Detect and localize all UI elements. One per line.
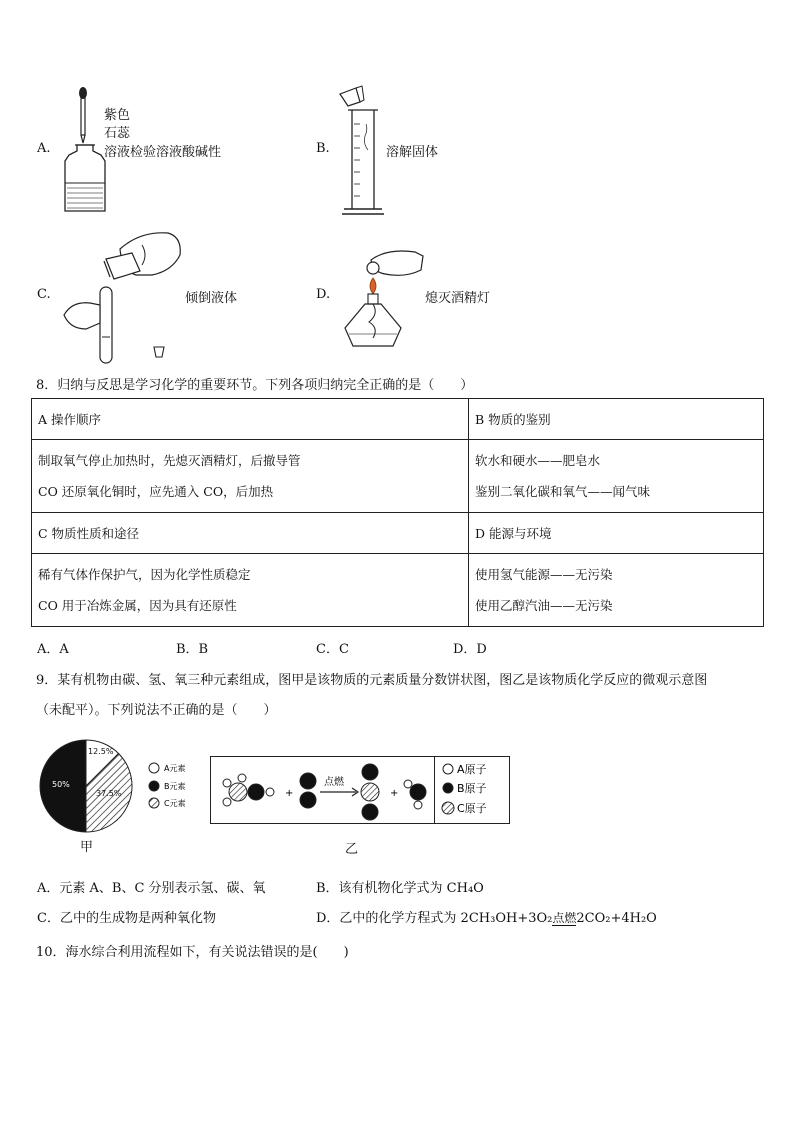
pie-figure [38,736,198,836]
oxygen-molecule [300,773,316,808]
pie-label-37-5: 37.5% [96,789,122,798]
cell-c-content [32,554,469,627]
pie-label-12-5: 12.5% [88,747,114,756]
cell-d-head: D 能源与环境 [469,513,764,554]
atom-legend-a-marker [443,764,453,774]
option-c-label: 倾倒液体 [185,291,238,306]
plus-sign-2: + [390,788,399,799]
cell-b-content [469,440,764,513]
cell-a-head: A 操作顺序 [32,399,469,440]
cell-d-line1: 使用氢气能源——无污染 [475,567,613,582]
water-molecule [404,780,426,809]
question-9-stem-line2: （未配平）。下列说法不正确的是（ ） [36,703,277,718]
methanol-molecule [223,774,274,806]
cell-a-line1: 制取氧气停止加热时，先熄灭酒精灯，后撤导管 [38,453,301,468]
question-8-option-d: D．D [453,642,487,657]
element-mass-pie-chart [38,736,198,836]
atom-legend-b-text: B原子 [457,782,487,795]
question-9-option-a: A．元素 A、B、C 分别表示氢、碳、氧 [37,881,266,896]
pie-label-50: 50% [52,780,70,789]
option-a-label: 溶液检验溶液酸碱性 [104,145,222,160]
option-a-reagent-line2: 石蕊 [104,126,131,141]
legend-a-marker [149,763,159,773]
atom-legend-c-marker [442,802,454,814]
question-8-option-a: A．A [37,642,69,657]
reaction-caption: 乙 [345,842,359,857]
atom-legend-b-marker [443,783,453,793]
option-c-letter: C. [37,287,51,302]
question-10-stem: 10．海水综合利用流程如下，有关说法错误的是( ) [36,945,349,960]
option-c-figure [60,225,190,365]
question-8-table [31,398,764,627]
cell-d-content [469,554,764,627]
pouring-liquid-illustration [60,225,190,365]
option-b-letter: B. [316,141,330,156]
question-8-option-b: B．B [176,642,209,657]
cell-a-line2: CO 还原氧化铜时，应先通入 CO，后加热 [38,484,274,499]
option-d-equation-condition: 点燃 [552,911,577,925]
reaction-micro-diagram [210,756,510,824]
legend-a-text: A元素 [164,764,186,773]
cell-c-head: C 物质性质和途径 [32,513,469,554]
question-8-option-c: C．C [316,642,349,657]
alcohol-lamp-illustration [335,248,425,353]
option-d-figure [335,248,425,353]
carbon-dioxide-molecule [361,764,379,820]
question-9-option-c: C．乙中的生成物是两种氧化物 [37,911,216,926]
option-d-letter: D. [316,287,331,302]
legend-c-text: C元素 [164,799,186,808]
reaction-figure [210,756,510,824]
cell-c-line1: 稀有气体作保护气，因为化学性质稳定 [38,567,251,582]
pie-caption: 甲 [80,840,94,855]
legend-b-marker [149,781,159,791]
option-b-label: 溶解固体 [386,145,439,160]
question-9-option-d [316,907,657,926]
cell-b-line1: 软水和硬水——肥皂水 [475,453,601,468]
question-9-stem-line1: 9．某有机物由碳、氢、氧三种元素组成，图甲是该物质的元素质量分数饼状图，图乙是该物质化学反应的微观示意图 [36,673,708,688]
cell-a-content [32,440,469,513]
cell-d-line2: 使用乙醇汽油——无污染 [475,598,613,613]
option-d-equation-suffix: 2CO₂+4H₂O [576,911,657,926]
option-b-figure [330,84,390,219]
question-8-stem: 8．归纳与反思是学习化学的重要环节。下列各项归纳完全正确的是（ ） [36,378,474,393]
option-d-equation-prefix: D．乙中的化学方程式为 2CH₃OH+3O₂ [316,911,553,926]
option-a-letter: A. [37,141,51,156]
atom-legend-a-text: A原子 [457,763,487,776]
option-a-reagent-line1: 紫色 [104,108,131,123]
legend-b-text: B元素 [164,782,186,791]
cell-b-line2: 鉴别二氧化碳和氧气——闻气味 [475,484,651,499]
legend-c-marker [149,798,159,808]
cell-c-line2: CO 用于冶炼金属，因为具有还原性 [38,598,237,613]
reaction-condition: 点燃 [324,777,344,788]
option-d-label: 熄灭酒精灯 [425,291,491,306]
plus-sign-1: + [285,788,294,799]
cell-b-head: B 物质的鉴别 [469,399,764,440]
question-9-option-b: B．该有机物化学式为 CH₄O [316,881,484,896]
atom-legend-c-text: C原子 [457,802,487,815]
graduated-cylinder-illustration [330,84,390,219]
